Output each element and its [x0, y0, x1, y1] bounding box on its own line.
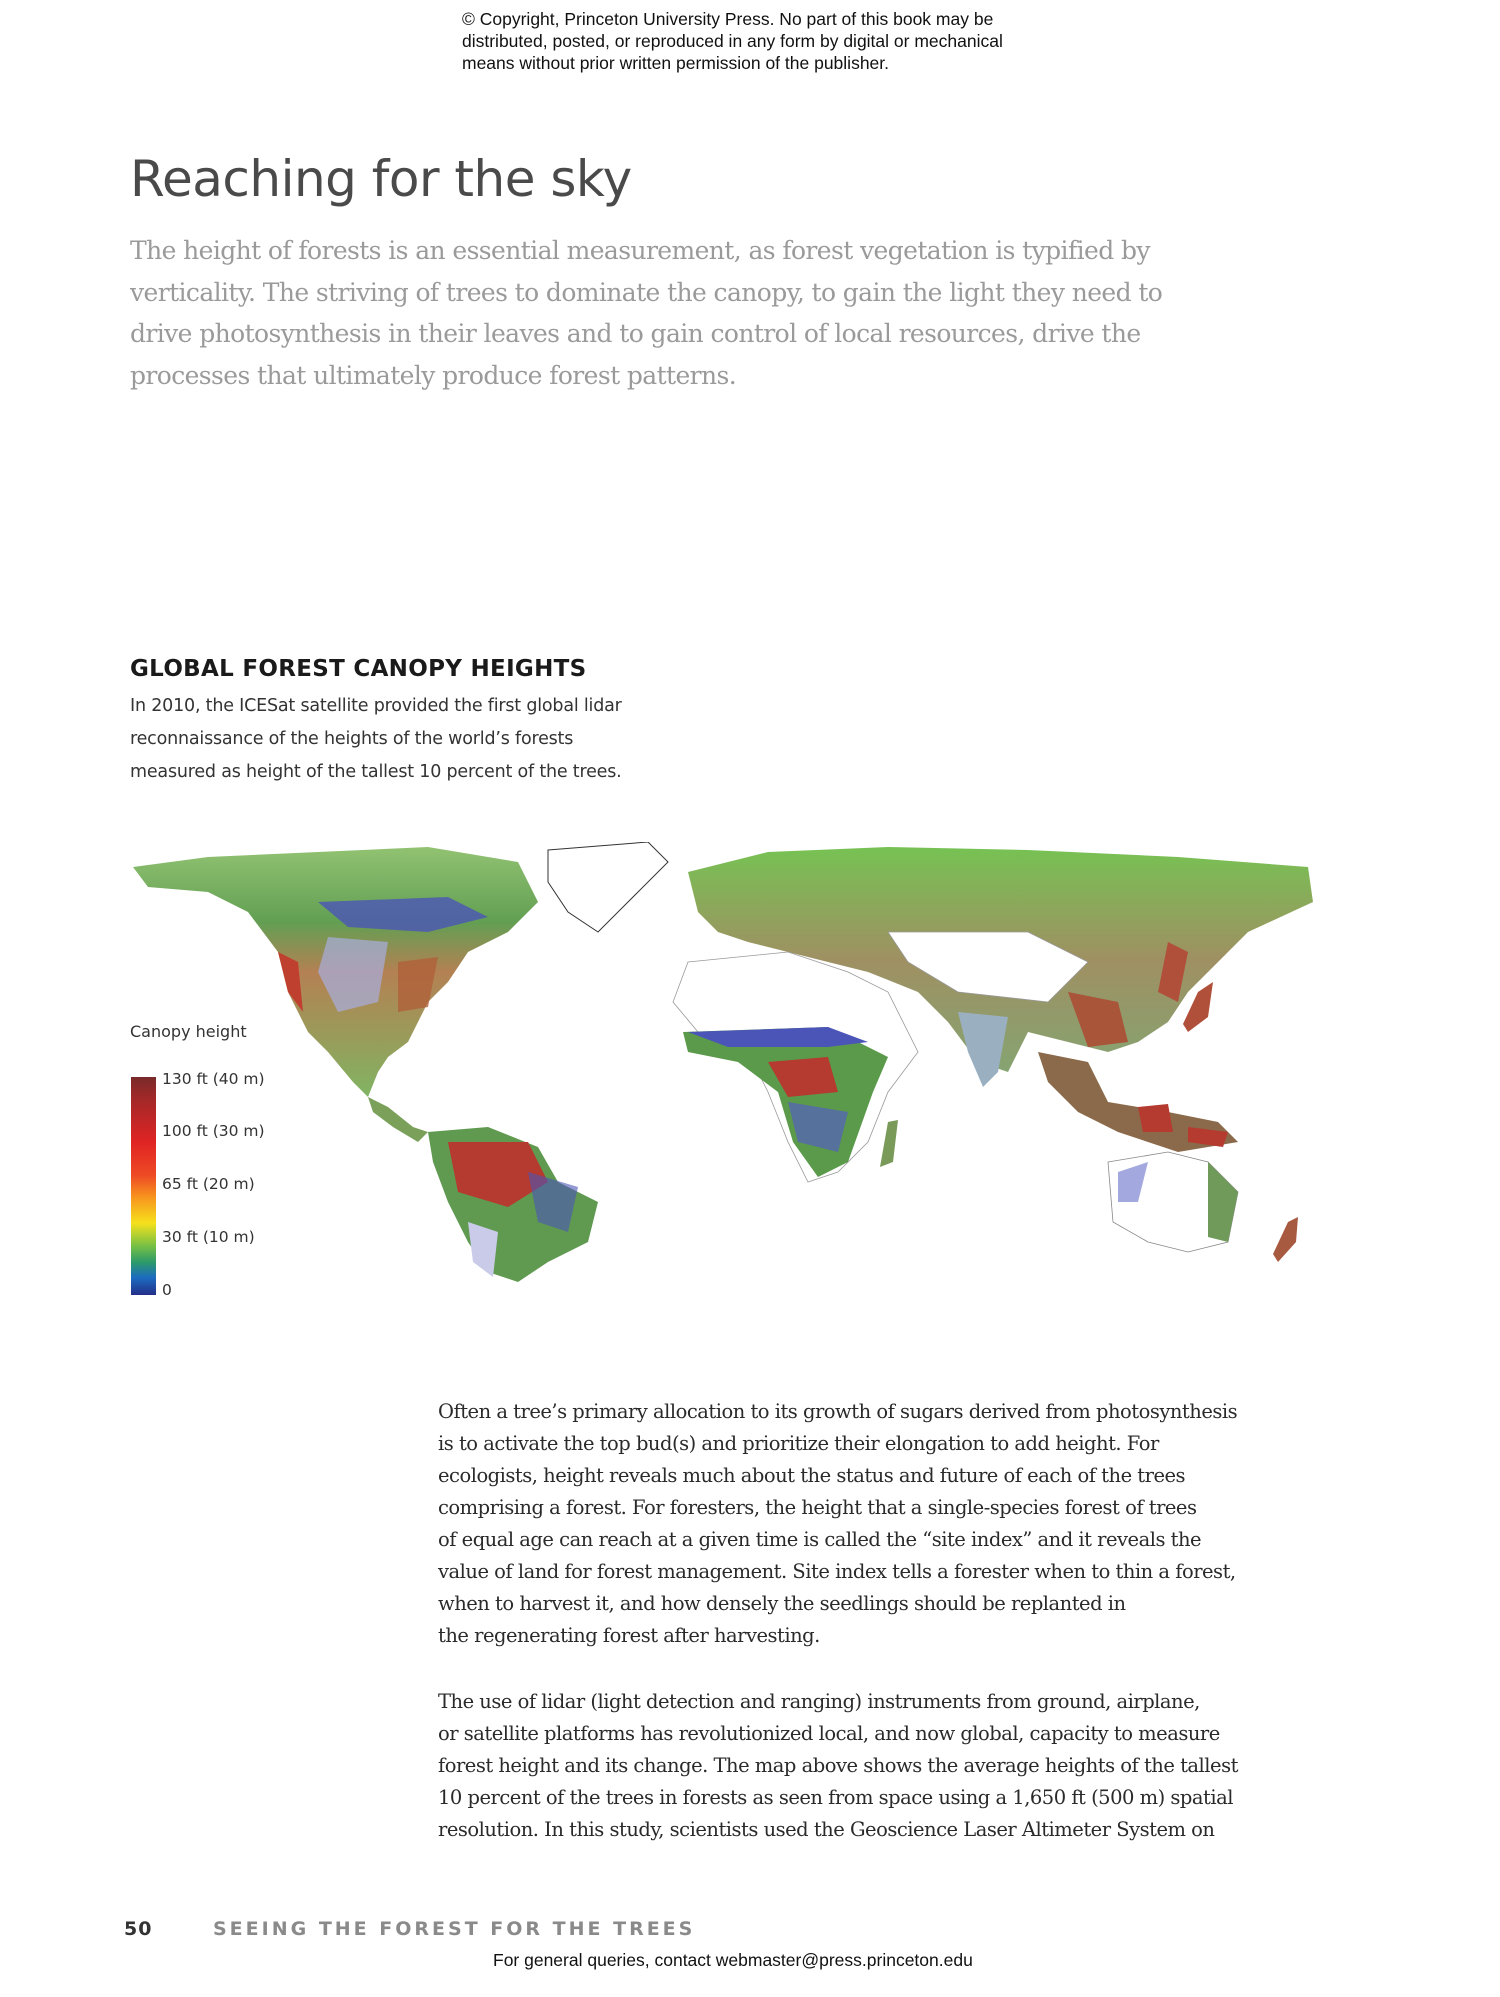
central-america [368, 1097, 428, 1142]
body-line: when to harvest it, and how densely the seedlings should be replanted in [438, 1592, 1126, 1615]
canopy-height-world-map [128, 842, 1318, 1282]
intro-paragraph [130, 230, 1240, 396]
body-line: Often a tree’s primary allocation to its growth of sugars derived from photosynthesis [438, 1400, 1238, 1423]
copyright-line: distributed, posted, or reproduced in any form by digital or mechanical [462, 31, 1003, 51]
body-line: The use of lidar (light detection and ranging) instruments from ground, airplane, [438, 1690, 1200, 1713]
page-number: 50 [124, 1918, 153, 1940]
intro-line: drive photosynthesis in their leaves and to gain control of local resources, drive the [130, 319, 1141, 348]
figure-caption [130, 690, 622, 789]
body-line: or satellite platforms has revolutionized local, and now global, capacity to measure [438, 1722, 1220, 1745]
caption-line: measured as height of the tallest 10 percent of the trees. [130, 762, 622, 782]
intro-line: processes that ultimately produce forest patterns. [130, 360, 737, 390]
greenland [548, 842, 668, 932]
running-head: SEEING THE FOREST FOR THE TREES [213, 1918, 696, 1940]
caption-line: In 2010, the ICESat satellite provided the first global lidar [130, 696, 622, 716]
legend-label-mid: 65 ft (20 m) [162, 1175, 255, 1193]
figure-title: GLOBAL FOREST CANOPY HEIGHTS [130, 656, 587, 682]
body-paragraph-1 [438, 1396, 1318, 1652]
body-line: 10 percent of the trees in forests as seen from space using a 1,650 ft (500 m) spatial [438, 1786, 1233, 1809]
new-zealand [1273, 1217, 1298, 1262]
body-line: is to activate the top bud(s) and prioritize their elongation to add height. For [438, 1432, 1159, 1455]
intro-line: The height of forests is an essential measurement, as forest vegetation is typified by [130, 236, 1150, 265]
body-line: of equal age can reach at a given time is called the “site index” and it reveals the [438, 1528, 1202, 1551]
copyright-notice [462, 8, 1062, 74]
body-line: resolution. In this study, scientists used the Geoscience Laser Altimeter System on [438, 1818, 1215, 1841]
legend-label-zero: 0 [162, 1281, 172, 1299]
legend-label-high: 100 ft (30 m) [162, 1122, 265, 1140]
legend-color-bar [131, 1077, 156, 1295]
body-line: forest height and its change. The map above shows the average heights of the tallest [438, 1754, 1238, 1777]
india [958, 1012, 1008, 1087]
body-line: ecologists, height reveals much about the status and future of each of the trees [438, 1464, 1186, 1487]
legend-title: Canopy height [130, 1022, 247, 1041]
body-line: comprising a forest. For foresters, the height that a single-species forest of trees [438, 1496, 1197, 1519]
legend-label-max: 130 ft (40 m) [162, 1070, 265, 1088]
madagascar [880, 1120, 898, 1167]
caption-line: reconnaissance of the heights of the world’s forests [130, 729, 574, 749]
legend-label-low: 30 ft (10 m) [162, 1228, 255, 1246]
body-paragraph-2 [438, 1686, 1318, 1846]
body-line: value of land for forest management. Site index tells a forester when to thin a forest, [438, 1560, 1236, 1583]
copyright-line: means without prior written permission of the publisher. [462, 53, 890, 73]
section-title: Reaching for the sky [130, 150, 632, 208]
footer-contact: For general queries, contact webmaster@press.princeton.edu [493, 1950, 973, 1970]
copyright-line: © Copyright, Princeton University Press. No part of this book may be [462, 9, 994, 29]
intro-line: verticality. The striving of trees to dominate the canopy, to gain the light they need to [130, 277, 1163, 307]
body-line: the regenerating forest after harvesting. [438, 1624, 820, 1647]
